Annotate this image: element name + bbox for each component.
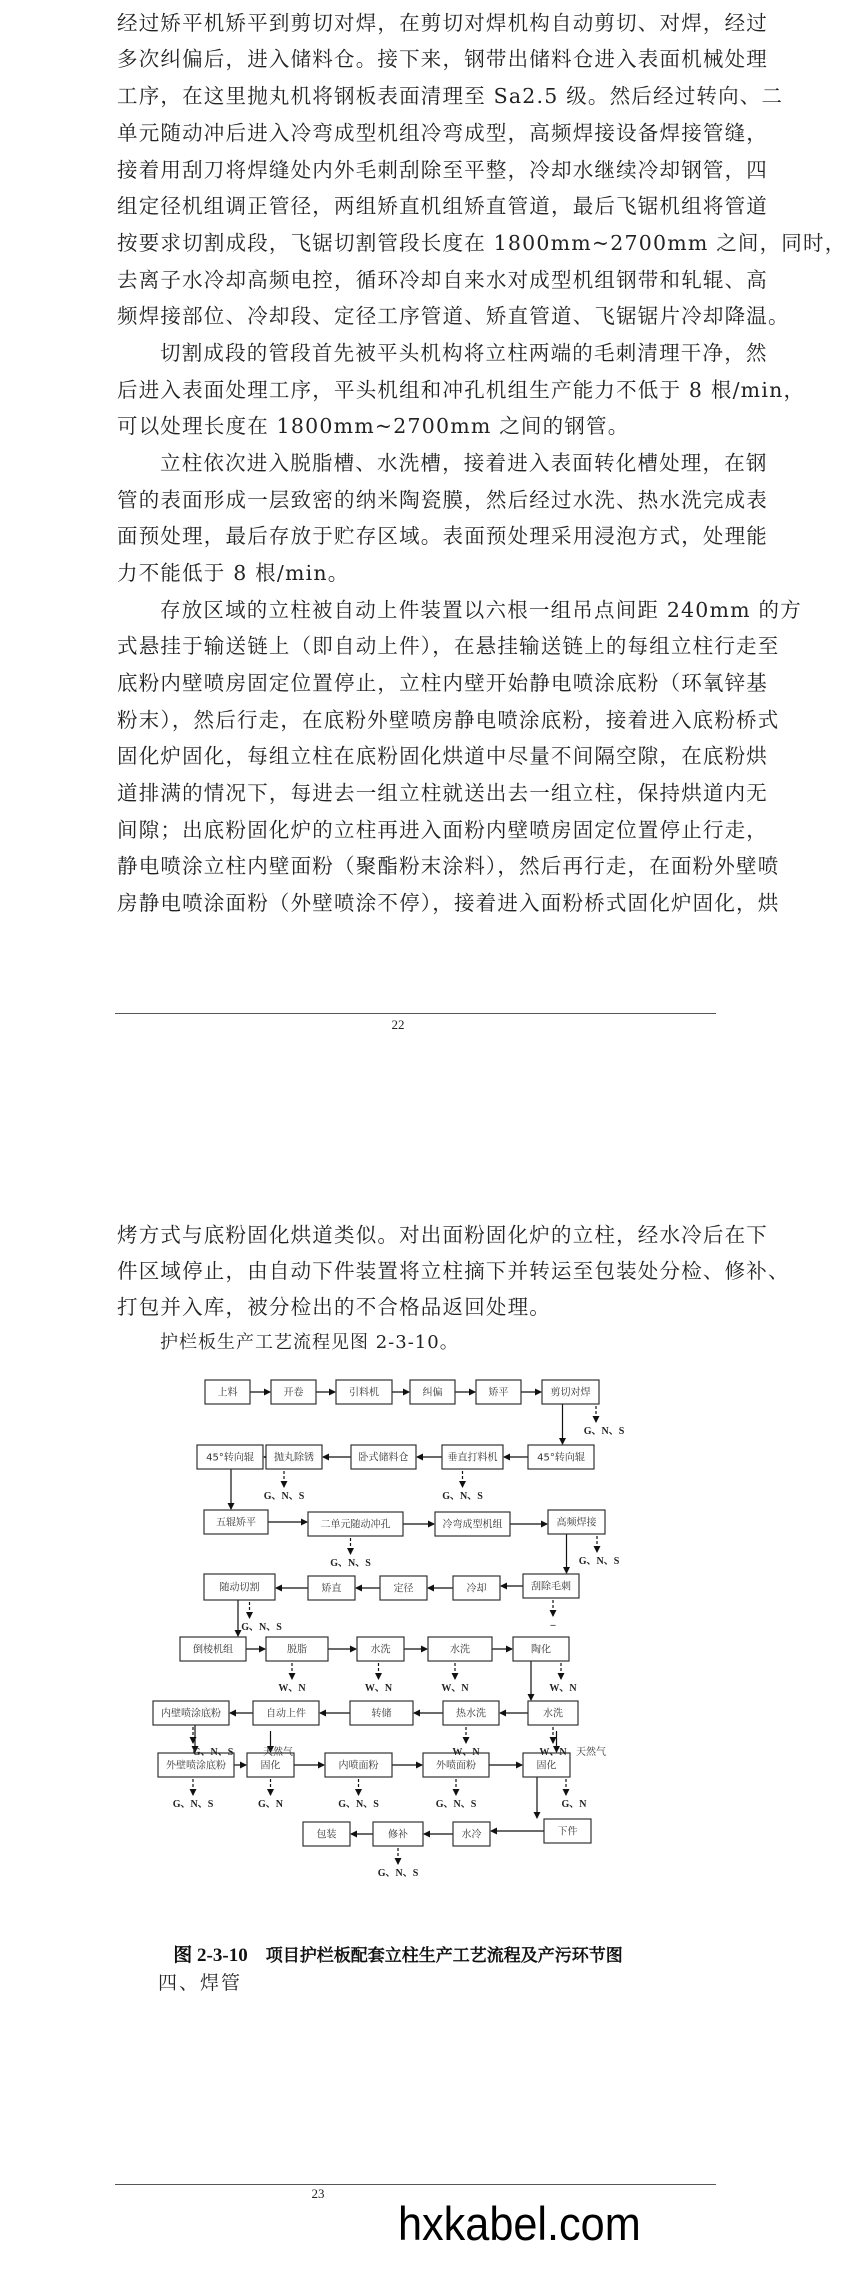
paragraph-line: 烤方式与底粉固化烘道类似。对出面粉固化炉的立柱，经水冷后在下 <box>117 1223 768 1247</box>
flow-box-jianqie <box>542 1380 599 1404</box>
flow-box-label: 自动上件 <box>266 1708 306 1720</box>
flow-box-shuixi1 <box>357 1637 404 1661</box>
emission-label: G、N、S <box>435 1799 477 1810</box>
paragraph-line: 后进入表面处理工序，平头机组和冲孔机组生产能力不低于 8 根/min， <box>117 378 806 402</box>
flow-box-jiaozhi <box>308 1576 355 1600</box>
flow-box-label: 开卷 <box>283 1387 304 1399</box>
flow-box-label: 固化 <box>536 1760 557 1772</box>
flow-box-label: 包装 <box>316 1829 337 1841</box>
flow-box-label: 高频焊接 <box>556 1517 597 1529</box>
paragraph-line: 频焊接部位、冷却段、定径工序管道、矫直管道、飞锯锯片冷却降温。 <box>117 304 790 328</box>
flow-box-kaijuan <box>271 1380 316 1404</box>
flow-box-label: 陶化 <box>531 1644 551 1656</box>
paragraph-line: 经过矫平机矫平到剪切对焊，在剪切对焊机构自动剪切、对焊，经过 <box>117 11 768 35</box>
flow-box-wugun <box>204 1510 268 1534</box>
emission-label: G、N、S <box>192 1747 234 1758</box>
flow-box-label: 二单元随动冲孔 <box>320 1519 391 1531</box>
flow-box-zhuanxiang_l <box>197 1445 263 1469</box>
paragraph-line: 多次纠偏后，进入储料仓。接下来，钢带出储料仓进入表面机械处理 <box>117 47 768 71</box>
paragraph-line: 可以处理长度在 1800mm~2700mm 之间的钢管。 <box>117 414 630 438</box>
flow-box-xiubu <box>373 1822 423 1846</box>
flow-box-taohua <box>513 1637 569 1661</box>
flow-box-label: 热水洗 <box>456 1708 486 1720</box>
flow-box-label: 水洗 <box>543 1708 563 1720</box>
page-number: 22 <box>391 1017 405 1032</box>
emission-label: G、N、S <box>330 1558 371 1569</box>
emission-label: G、N、S <box>338 1799 379 1810</box>
flow-box-chuizhi <box>442 1445 503 1469</box>
flow-box-label: 定径 <box>393 1583 414 1595</box>
flow-box-shangliao <box>205 1380 250 1404</box>
flow-box-tuozhi <box>266 1637 328 1661</box>
flow-box-lengwan <box>435 1512 510 1536</box>
flow-box-label: 倒棱机组 <box>193 1644 233 1656</box>
flow-box-label: 下件 <box>557 1826 578 1838</box>
flow-box-erdanyuan <box>308 1512 403 1536</box>
flow-box-paowan <box>266 1445 322 1469</box>
footer-rule <box>115 2184 716 2185</box>
flow-box-baozhuang <box>303 1822 350 1846</box>
figure-caption <box>0 1940 796 1967</box>
flow-box-label: 脱脂 <box>287 1644 307 1656</box>
paragraph-line: 面预处理，最后存放于贮存区域。表面预处理采用浸泡方式，处理能 <box>117 524 768 548</box>
flow-box-daoleng <box>180 1637 246 1661</box>
flow-box-suidong <box>204 1574 275 1600</box>
emission-label: W、N <box>539 1747 567 1758</box>
flow-box-label: 45°转向辊 <box>206 1452 254 1464</box>
flow-box-label: 纠偏 <box>422 1387 443 1399</box>
paragraph-line: 切割成段的管段首先被平头机构将立柱两端的毛刺清理干净，然 <box>160 341 768 365</box>
paragraph-line: 组定径机组调正管径，两组矫直机组矫直管道，最后飞锯机组将管道 <box>117 194 768 218</box>
flow-box-woshi <box>351 1445 416 1469</box>
paragraph-line: 房静电喷涂面粉（外壁喷涂不停），接着进入面粉桥式固化炉固化，烘 <box>117 891 780 915</box>
emission-label: G、N、S <box>377 1868 419 1879</box>
flow-box-shuixi3 <box>528 1701 578 1725</box>
flow-box-label: 垂直打料机 <box>447 1452 498 1464</box>
fuel-label: 天然气 <box>263 1747 293 1758</box>
emission-label: G、N、S <box>263 1491 305 1502</box>
emission-label: G、N <box>561 1799 587 1810</box>
flow-box-xiajian <box>544 1819 591 1843</box>
flow-box-label: 抛丸除锈 <box>274 1452 314 1464</box>
flow-box-label: 冷弯成型机组 <box>442 1519 503 1531</box>
emission-label: G、N、S <box>241 1622 282 1633</box>
page-number: 23 <box>311 2186 325 2201</box>
paragraph-line: 护栏板生产工艺流程见图 2-3-10。 <box>160 1332 459 1353</box>
flow-box-gaopin <box>548 1510 605 1534</box>
flow-box-label: 五辊矫平 <box>216 1517 256 1529</box>
paragraph-line: 式悬挂于输送链上（即自动上件），在悬挂输送链上的每组立柱行走至 <box>117 634 780 658</box>
emission-label: W、N <box>441 1683 469 1694</box>
emission-label: G、N、S <box>578 1556 620 1567</box>
flow-box-zhuanxiang_r <box>528 1445 594 1469</box>
flow-box-label: 固化 <box>260 1760 281 1772</box>
paragraph-line: 力不能低于 8 根/min。 <box>117 561 350 585</box>
paragraph-line: 道排满的情况下，每进去一组立柱就送出去一组立柱，保持烘道内无 <box>117 781 768 805</box>
section-heading: 四、焊管 <box>158 1972 243 1994</box>
flow-box-neipen <box>325 1753 392 1777</box>
flow-box-label: 内喷面粉 <box>338 1760 379 1772</box>
emission-label: W、N <box>278 1683 306 1694</box>
flow-box-label: 外喷面粉 <box>436 1760 476 1772</box>
paragraph-line: 立柱依次进入脱脂槽、水洗槽，接着进入表面转化槽处理，在钢 <box>160 451 768 475</box>
flow-box-reshuixi <box>443 1701 499 1725</box>
flow-box-label: 水洗 <box>370 1644 391 1656</box>
flow-box-jiupian <box>410 1380 455 1404</box>
flow-box-label: 随动切割 <box>219 1582 260 1594</box>
flow-box-label: 转储 <box>371 1708 392 1720</box>
paragraph-line: 固化炉固化，每组立柱在底粉固化烘道中尽量不间隔空隙，在底粉烘 <box>117 744 768 768</box>
paragraph-line: 去离子水冷却高频电控，循环冷却自来水对成型机组钢带和轧辊、高 <box>117 268 768 292</box>
flow-box-label: 引料机 <box>349 1387 379 1399</box>
paragraph-line: 按要求切割成段，飞锯切割管段长度在 1800mm~2700mm 之间，同时， <box>117 231 846 255</box>
figure-title: 项目护栏板配套立柱生产工艺流程及产污环节图 <box>265 1946 623 1966</box>
flow-box-lengque <box>453 1576 500 1600</box>
flow-box-guachu <box>523 1574 579 1598</box>
emission-label: G、N、S <box>442 1491 483 1502</box>
emission-label: – <box>550 1620 556 1631</box>
flow-box-zidong <box>253 1701 319 1725</box>
emission-label: W、N <box>549 1683 577 1694</box>
emission-label: G、N <box>258 1799 283 1810</box>
paragraph-line: 单元随动冲后进入冷弯成型机组冷弯成型，高频焊接设备焊接管缝， <box>117 121 768 145</box>
emission-label: W、N <box>364 1683 393 1694</box>
figure-number: 图 2-3-10 <box>173 1945 248 1966</box>
flow-boxes <box>153 1380 605 1846</box>
paragraph-line: 接着用刮刀将焊缝处内外毛刺刮除至平整，冷却水继续冷却钢管，四 <box>117 158 768 182</box>
flow-box-label: 水洗 <box>450 1644 470 1656</box>
flow-box-label: 外壁喷涂底粉 <box>166 1760 226 1772</box>
flow-box-label: 修补 <box>388 1829 408 1841</box>
flow-box-label: 45°转向辊 <box>537 1452 585 1464</box>
paragraph-line: 工序，在这里抛丸机将钢板表面清理至 Sa2.5 级。然后经过转向、二 <box>117 84 784 108</box>
footer-rule <box>115 1013 716 1014</box>
flow-box-label: 剪切对焊 <box>550 1387 591 1399</box>
flow-box-label: 刮除毛刺 <box>531 1581 571 1593</box>
flow-box-label: 卧式储料仓 <box>358 1452 409 1464</box>
paragraph-line: 底粉内壁喷房固定位置停止，立柱内壁开始静电喷涂底粉（环氧锌基 <box>117 671 768 695</box>
paragraph-line: 管的表面形成一层致密的纳米陶瓷膜，然后经过水洗、热水洗完成表 <box>117 488 768 512</box>
flow-box-label: 水冷 <box>461 1829 482 1841</box>
flow-box-label: 矫直 <box>321 1583 342 1595</box>
flow-box-shuileng <box>453 1822 490 1846</box>
flow-box-jiaoping <box>476 1380 521 1404</box>
paragraph-line: 打包并入库，被分检出的不合格品返回处理。 <box>117 1295 551 1319</box>
flow-box-dingjing <box>380 1576 427 1600</box>
process-flow-diagram <box>161 1370 650 1910</box>
paragraph-line: 存放区域的立柱被自动上件装置以六根一组吊点间距 240mm 的方 <box>160 598 802 622</box>
flow-box-label: 冷却 <box>466 1583 487 1595</box>
paragraph-line: 件区域停止，由自动下件装置将立柱摘下并转运至包装处分检、修补、 <box>117 1259 790 1283</box>
flow-box-yinliaoji <box>336 1380 392 1404</box>
emission-label: W、N <box>452 1747 480 1758</box>
paragraph-line: 粉末），然后行走，在底粉外壁喷房静电喷涂底粉，接着进入底粉桥式 <box>117 708 780 732</box>
watermark-logo: hxkabel.com <box>398 2197 641 2250</box>
flow-box-label: 内壁喷涂底粉 <box>161 1708 221 1720</box>
flow-box-zhuanchu <box>350 1701 413 1725</box>
flow-box-shuixi2 <box>428 1637 492 1661</box>
fuel-label: 天然气 <box>576 1747 606 1758</box>
flow-box-label: 矫平 <box>488 1387 509 1399</box>
emission-label: G、N、S <box>172 1799 214 1810</box>
paragraph-line: 间隙；出底粉固化炉的立柱再进入面粉内壁喷房固定位置停止行走， <box>117 818 768 842</box>
flow-box-neibi_di <box>153 1701 229 1725</box>
emission-label: G、N、S <box>583 1426 625 1437</box>
paragraph-line: 静电喷涂立柱内壁面粉（聚酯粉末涂料），然后再行走，在面粉外壁喷 <box>117 854 780 878</box>
flow-box-label: 上料 <box>217 1387 238 1399</box>
